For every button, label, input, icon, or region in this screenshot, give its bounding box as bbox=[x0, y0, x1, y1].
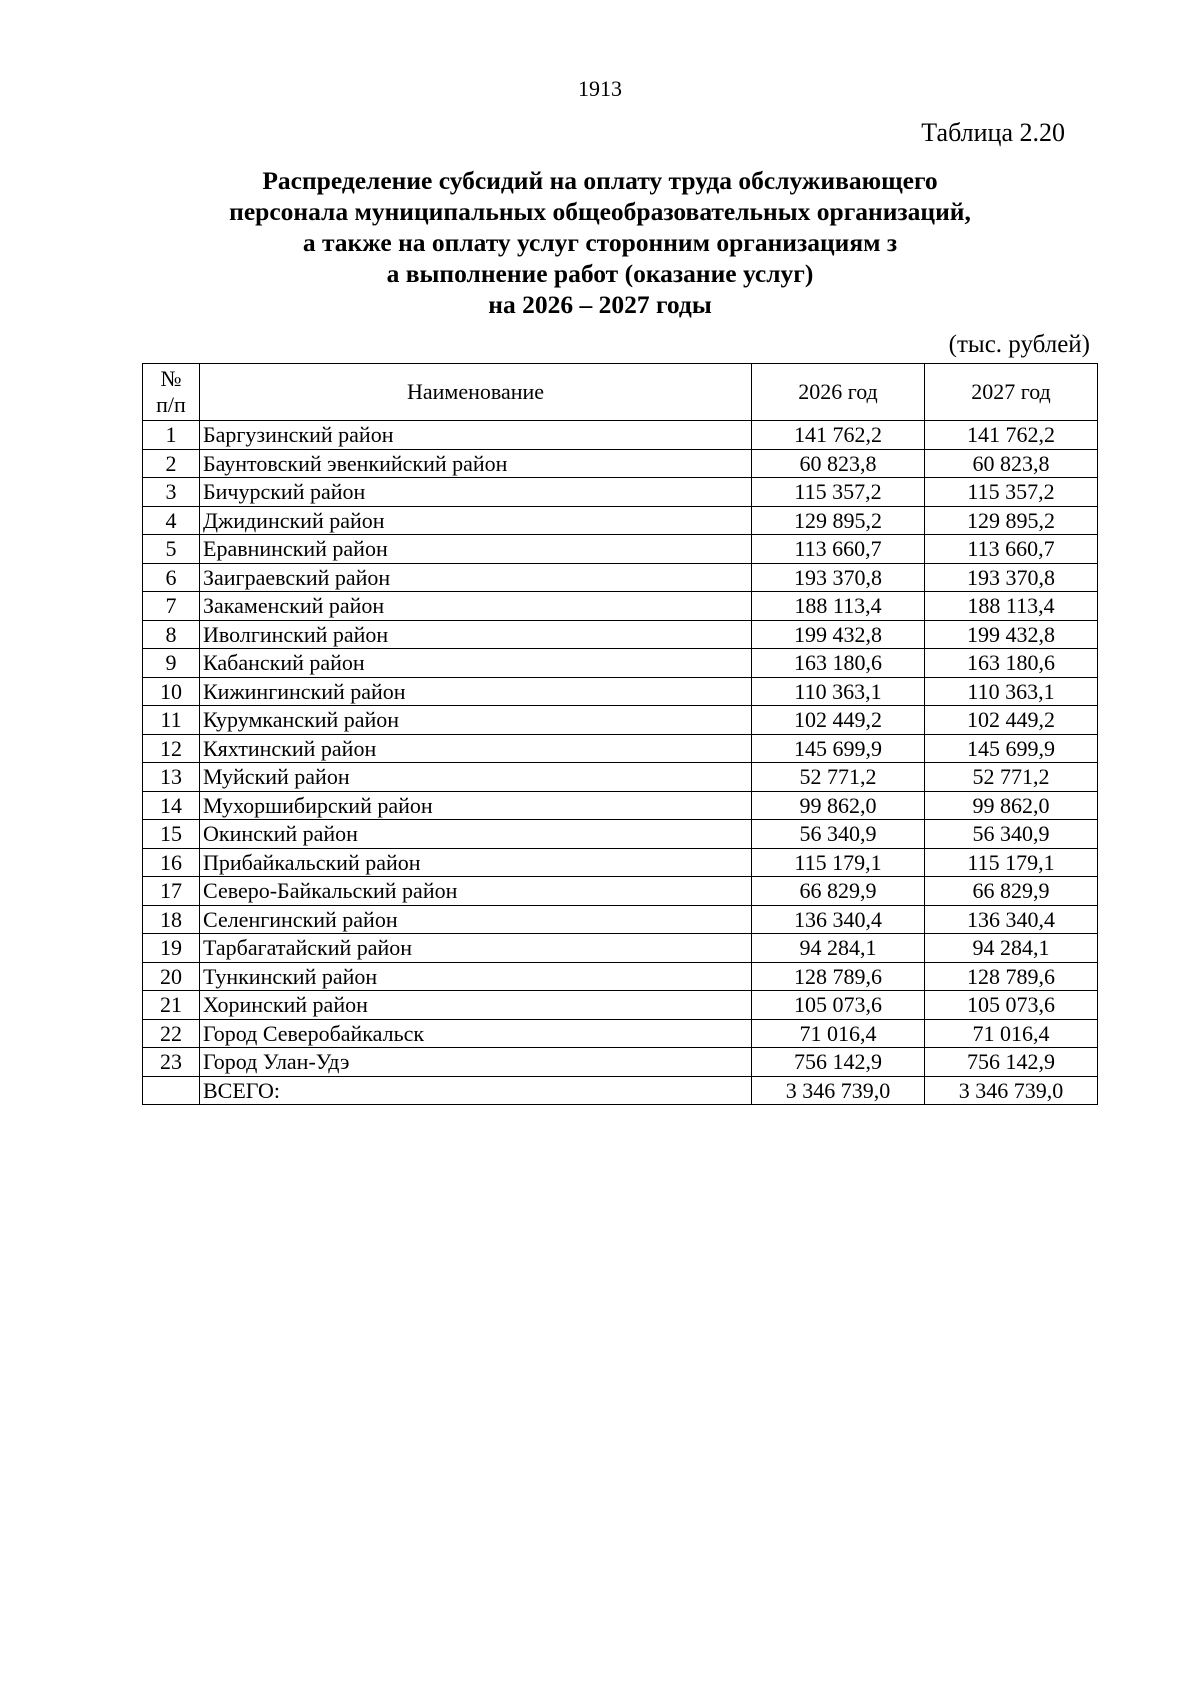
row-name: Баунтовский эвенкийский район bbox=[200, 449, 752, 478]
row-value-2026: 199 432,8 bbox=[752, 620, 925, 649]
row-value-2026: 193 370,8 bbox=[752, 563, 925, 592]
row-name: Окинский район bbox=[200, 820, 752, 849]
row-number: 16 bbox=[143, 848, 200, 877]
row-value-2026: 56 340,9 bbox=[752, 820, 925, 849]
row-number: 17 bbox=[143, 877, 200, 906]
row-value-2026: 128 789,6 bbox=[752, 962, 925, 991]
table-header-row bbox=[143, 364, 1098, 421]
row-value-2026: 99 862,0 bbox=[752, 791, 925, 820]
total-value-2026: 3 346 739,0 bbox=[752, 1076, 925, 1105]
document-title bbox=[140, 165, 1060, 320]
table-row bbox=[143, 649, 1098, 678]
row-number: 13 bbox=[143, 763, 200, 792]
table-row bbox=[143, 791, 1098, 820]
header-year-2027: 2027 год bbox=[925, 364, 1098, 421]
subsidy-table bbox=[142, 363, 1098, 1105]
row-value-2026: 115 357,2 bbox=[752, 478, 925, 507]
row-value-2027: 163 180,6 bbox=[925, 649, 1098, 678]
total-row bbox=[143, 1076, 1098, 1105]
row-name: Муйский район bbox=[200, 763, 752, 792]
row-number: 21 bbox=[143, 991, 200, 1020]
row-number: 11 bbox=[143, 706, 200, 735]
title-line: персонала муниципальных общеобразовательных организаций, bbox=[229, 197, 971, 226]
row-number: 5 bbox=[143, 535, 200, 564]
table-row bbox=[143, 962, 1098, 991]
title-line: на 2026 – 2027 годы bbox=[488, 290, 712, 319]
row-value-2026: 141 762,2 bbox=[752, 421, 925, 450]
row-number: 15 bbox=[143, 820, 200, 849]
row-name: Мухоршибирский район bbox=[200, 791, 752, 820]
row-name: Прибайкальский район bbox=[200, 848, 752, 877]
row-number: 3 bbox=[143, 478, 200, 507]
row-value-2027: 756 142,9 bbox=[925, 1048, 1098, 1077]
row-name: Заиграевский район bbox=[200, 563, 752, 592]
row-value-2026: 115 179,1 bbox=[752, 848, 925, 877]
row-number: 2 bbox=[143, 449, 200, 478]
table-row bbox=[143, 421, 1098, 450]
header-number-line2: п/п bbox=[156, 392, 186, 417]
header-number bbox=[143, 364, 200, 421]
header-number-line1: № bbox=[160, 366, 182, 391]
row-number: 22 bbox=[143, 1019, 200, 1048]
table-row bbox=[143, 563, 1098, 592]
row-name: Селенгинский район bbox=[200, 905, 752, 934]
total-number bbox=[143, 1076, 200, 1105]
table-row bbox=[143, 1019, 1098, 1048]
row-value-2026: 163 180,6 bbox=[752, 649, 925, 678]
row-number: 6 bbox=[143, 563, 200, 592]
row-value-2027: 136 340,4 bbox=[925, 905, 1098, 934]
row-value-2027: 115 179,1 bbox=[925, 848, 1098, 877]
header-name: Наименование bbox=[200, 364, 752, 421]
table-row bbox=[143, 991, 1098, 1020]
row-name: Тарбагатайский район bbox=[200, 934, 752, 963]
row-name: Северо-Байкальский район bbox=[200, 877, 752, 906]
row-number: 4 bbox=[143, 506, 200, 535]
table-label: Таблица 2.20 bbox=[921, 118, 1065, 147]
row-name: Кижингинский район bbox=[200, 677, 752, 706]
table-row bbox=[143, 905, 1098, 934]
row-value-2026: 136 340,4 bbox=[752, 905, 925, 934]
table-row bbox=[143, 734, 1098, 763]
row-name: Закаменский район bbox=[200, 592, 752, 621]
table-row bbox=[143, 820, 1098, 849]
row-value-2026: 113 660,7 bbox=[752, 535, 925, 564]
table-row bbox=[143, 877, 1098, 906]
table-row bbox=[143, 1048, 1098, 1077]
row-value-2027: 99 862,0 bbox=[925, 791, 1098, 820]
row-name: Город Северобайкальск bbox=[200, 1019, 752, 1048]
row-number: 14 bbox=[143, 791, 200, 820]
row-name: Курумканский район bbox=[200, 706, 752, 735]
row-value-2026: 129 895,2 bbox=[752, 506, 925, 535]
title-line: а также на оплату услуг сторонним организациям з bbox=[302, 228, 898, 257]
row-value-2027: 66 829,9 bbox=[925, 877, 1098, 906]
row-name: Иволгинский район bbox=[200, 620, 752, 649]
total-label: ВСЕГО: bbox=[200, 1076, 752, 1105]
title-line: а выполнение работ (оказание услуг) bbox=[386, 259, 814, 288]
header-year-2026: 2026 год bbox=[752, 364, 925, 421]
row-name: Бичурский район bbox=[200, 478, 752, 507]
row-value-2027: 102 449,2 bbox=[925, 706, 1098, 735]
row-value-2026: 60 823,8 bbox=[752, 449, 925, 478]
row-value-2027: 60 823,8 bbox=[925, 449, 1098, 478]
row-number: 20 bbox=[143, 962, 200, 991]
total-value-2027: 3 346 739,0 bbox=[925, 1076, 1098, 1105]
row-number: 23 bbox=[143, 1048, 200, 1077]
row-number: 8 bbox=[143, 620, 200, 649]
row-value-2027: 199 432,8 bbox=[925, 620, 1098, 649]
row-name: Тункинский район bbox=[200, 962, 752, 991]
row-value-2026: 52 771,2 bbox=[752, 763, 925, 792]
row-value-2027: 56 340,9 bbox=[925, 820, 1098, 849]
table-row bbox=[143, 535, 1098, 564]
row-number: 9 bbox=[143, 649, 200, 678]
row-name: Баргузинский район bbox=[200, 421, 752, 450]
table-body bbox=[143, 421, 1098, 1105]
row-name: Еравнинский район bbox=[200, 535, 752, 564]
row-value-2027: 105 073,6 bbox=[925, 991, 1098, 1020]
row-name: Джидинский район bbox=[200, 506, 752, 535]
table-row bbox=[143, 449, 1098, 478]
row-value-2026: 71 016,4 bbox=[752, 1019, 925, 1048]
row-value-2026: 188 113,4 bbox=[752, 592, 925, 621]
row-number: 18 bbox=[143, 905, 200, 934]
table-row bbox=[143, 620, 1098, 649]
row-number: 7 bbox=[143, 592, 200, 621]
row-value-2027: 94 284,1 bbox=[925, 934, 1098, 963]
row-value-2027: 115 357,2 bbox=[925, 478, 1098, 507]
row-value-2027: 110 363,1 bbox=[925, 677, 1098, 706]
row-value-2026: 756 142,9 bbox=[752, 1048, 925, 1077]
row-name: Кяхтинский район bbox=[200, 734, 752, 763]
row-value-2026: 145 699,9 bbox=[752, 734, 925, 763]
row-value-2027: 128 789,6 bbox=[925, 962, 1098, 991]
row-name: Кабанский район bbox=[200, 649, 752, 678]
table-row bbox=[143, 677, 1098, 706]
row-value-2026: 66 829,9 bbox=[752, 877, 925, 906]
table-row bbox=[143, 478, 1098, 507]
table-row bbox=[143, 763, 1098, 792]
table-row bbox=[143, 706, 1098, 735]
row-name: Город Улан-Удэ bbox=[200, 1048, 752, 1077]
row-value-2027: 71 016,4 bbox=[925, 1019, 1098, 1048]
title-line: Распределение субсидий на оплату труда обслуживающего bbox=[262, 166, 938, 195]
row-value-2027: 188 113,4 bbox=[925, 592, 1098, 621]
row-value-2027: 113 660,7 bbox=[925, 535, 1098, 564]
table-row bbox=[143, 592, 1098, 621]
row-value-2027: 145 699,9 bbox=[925, 734, 1098, 763]
row-value-2027: 141 762,2 bbox=[925, 421, 1098, 450]
units-label: (тыс. рублей) bbox=[948, 331, 1090, 358]
row-number: 10 bbox=[143, 677, 200, 706]
row-number: 1 bbox=[143, 421, 200, 450]
table-row bbox=[143, 934, 1098, 963]
row-name: Хоринский район bbox=[200, 991, 752, 1020]
table-row bbox=[143, 506, 1098, 535]
row-value-2026: 105 073,6 bbox=[752, 991, 925, 1020]
row-number: 12 bbox=[143, 734, 200, 763]
row-number: 19 bbox=[143, 934, 200, 963]
row-value-2027: 193 370,8 bbox=[925, 563, 1098, 592]
row-value-2027: 129 895,2 bbox=[925, 506, 1098, 535]
row-value-2026: 102 449,2 bbox=[752, 706, 925, 735]
table-row bbox=[143, 848, 1098, 877]
row-value-2027: 52 771,2 bbox=[925, 763, 1098, 792]
row-value-2026: 94 284,1 bbox=[752, 934, 925, 963]
page-number: 1913 bbox=[578, 76, 622, 101]
row-value-2026: 110 363,1 bbox=[752, 677, 925, 706]
